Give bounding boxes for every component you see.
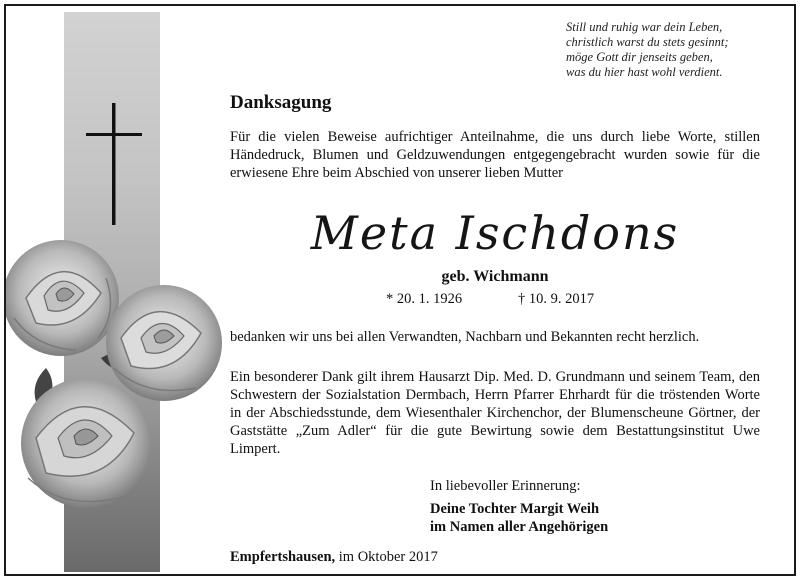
poem	[566, 20, 786, 80]
memory-line: In liebevoller Erinnerung:	[430, 478, 581, 494]
date: im Oktober 2017	[338, 549, 438, 565]
place: Empfertshausen,	[230, 549, 336, 565]
birth-date: * 20. 1. 1926	[386, 291, 463, 307]
thanks-special-text: Ein besonderer Dank gilt ihrem Hausarzt Dip. Med. D. Grundmann und seinem Team, den Schwestern der Sozialstation Dermbach, Herrn Pfarrer Ehrhardt für die tröstenden Worte in der Abschiedsstunde, dem Wiesenthaler Kirchenchor, der Blumenscheune Görtner, der Gaststätte „Zum Adler“ für die gute Bewirtung sowie dem Bestattungsinstitut Uwe Limpert.	[230, 369, 760, 457]
intro-text: Für die vielen Beweise aufrichtiger Anteilnahme, die uns durch liebe Worte, stillen Händedruck, Blumen und Geldzuwendungen entgegengebracht wurden sowie für die erwiesene Ehre beim Abschied von unserer lieben Mutter	[230, 129, 760, 181]
poem-line: was du hier hast wohl verdient.	[566, 65, 723, 79]
maiden-name: geb. Wichmann	[441, 268, 549, 285]
poem-line: möge Gott dir jenseits geben,	[566, 50, 713, 64]
poem-line: christlich warst du stets gesinnt;	[566, 35, 729, 49]
deceased-name: Meta Ischdons	[310, 206, 680, 260]
thanks-all-text: bedanken wir uns bei allen Verwandten, Nachbarn und Bekannten recht herzlich.	[230, 329, 700, 345]
signer-2: im Namen aller Angehörigen	[430, 519, 609, 535]
poem-line: Still und ruhig war dein Leben,	[566, 20, 723, 34]
place-date	[230, 549, 438, 566]
signers	[430, 500, 608, 536]
roses-image	[6, 238, 226, 568]
signer-1: Deine Tochter Margit Weih	[430, 501, 600, 517]
cross-icon	[86, 103, 142, 225]
obituary-frame	[4, 4, 796, 576]
death-date: † 10. 9. 2017	[518, 291, 595, 307]
heading: Danksagung	[230, 92, 332, 113]
